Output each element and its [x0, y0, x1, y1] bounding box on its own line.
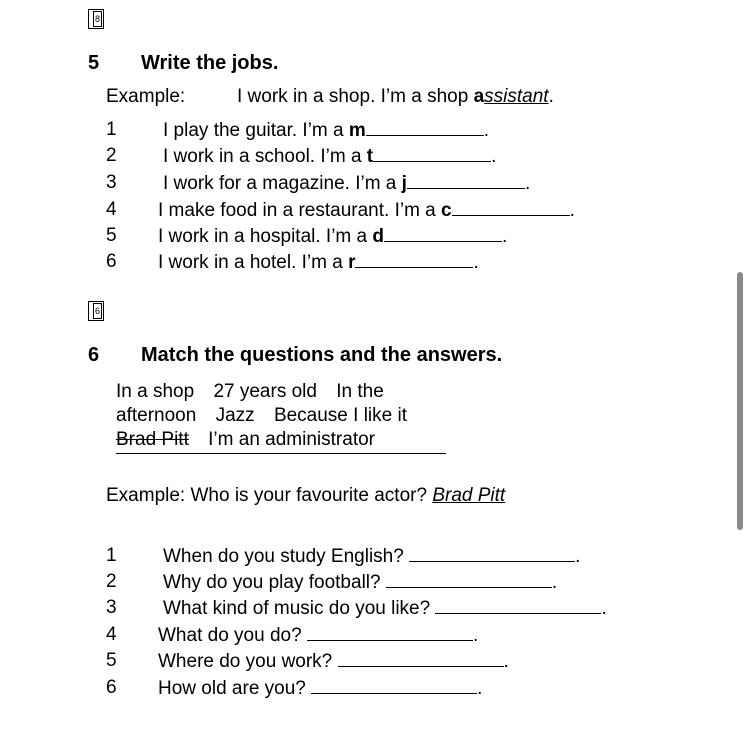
item-end: .	[491, 146, 497, 167]
ex5-item-number: 1	[106, 119, 117, 140]
item-text: I work in a school. I’m a	[163, 146, 367, 167]
exercise-6-example	[106, 485, 505, 507]
word-box-item: Jazz	[215, 405, 255, 426]
ex5-item-1	[163, 119, 489, 142]
ex5-item-4	[158, 199, 575, 222]
answer-blank[interactable]	[409, 545, 575, 562]
answer-blank[interactable]	[386, 571, 552, 588]
item-letter: r	[348, 252, 356, 273]
item-text: I make food in a restaurant. I’m a	[158, 200, 442, 221]
ex5-item-number: 5	[106, 225, 117, 246]
ex5-item-5	[158, 225, 507, 248]
item-letter: t	[366, 146, 374, 167]
word-box-item: Because I like it	[273, 405, 408, 426]
ex6-item-number: 4	[106, 624, 117, 645]
item-letter: d	[372, 226, 384, 247]
ex6-item-number: 6	[106, 677, 117, 698]
answer-blank[interactable]	[366, 119, 484, 136]
ex6-item-number: 3	[106, 597, 117, 618]
word-box-item: I’m an administrator	[208, 429, 375, 450]
item-end: .	[472, 625, 479, 646]
item-end: .	[575, 546, 581, 567]
item-letter: c	[441, 200, 452, 221]
word-box-item: 27 years old	[213, 381, 317, 402]
ex5-item-number: 4	[106, 199, 117, 220]
word-box	[116, 380, 446, 454]
score-box-ex5	[88, 9, 104, 29]
exercise-5-example	[237, 86, 554, 108]
item-text: I work in a hospital. I’m a	[158, 226, 373, 247]
item-end: .	[551, 572, 558, 593]
item-text: I work in a hotel. I’m a	[158, 252, 349, 273]
ex5-item-number: 3	[106, 172, 117, 193]
item-text: Where do you work?	[158, 651, 338, 672]
vertical-scrollbar[interactable]	[737, 272, 743, 530]
word-box-item: In a shop	[116, 381, 195, 402]
ex5-item-3	[163, 172, 530, 195]
score-box-ex6	[88, 301, 104, 321]
item-end: .	[477, 678, 483, 699]
ex6-item-4	[158, 624, 478, 647]
item-letter: j	[401, 173, 407, 194]
item-text: I work for a magazine. I’m a	[163, 173, 402, 194]
example-text: I work in a shop. I’m a shop	[237, 86, 474, 107]
example-end: .	[548, 86, 554, 107]
ex6-item-5	[158, 650, 509, 673]
exercise-6-number: 6	[88, 344, 100, 366]
item-end: .	[483, 120, 490, 141]
answer-blank[interactable]	[338, 650, 504, 667]
answer-blank[interactable]	[384, 225, 502, 242]
ex6-item-3	[163, 597, 607, 620]
item-end: .	[473, 252, 479, 273]
exercise-5-number: 5	[88, 52, 100, 74]
answer-blank[interactable]	[355, 251, 473, 268]
exercise-5-title: Write the jobs.	[141, 52, 279, 74]
item-end: .	[601, 598, 607, 619]
score-value: 6	[93, 303, 102, 319]
item-text: I play the guitar. I’m a	[163, 120, 349, 141]
ex5-item-number: 6	[106, 251, 117, 272]
ex6-item-number: 5	[106, 650, 117, 671]
example-answer: Brad Pitt	[432, 485, 506, 506]
item-end: .	[569, 200, 575, 221]
item-end: .	[501, 226, 508, 247]
answer-blank[interactable]	[373, 145, 491, 162]
item-text: What do you do?	[158, 625, 307, 646]
item-text: Why do you play football?	[163, 572, 386, 593]
exercise-5-example-label: Example:	[106, 86, 186, 107]
item-end: .	[503, 651, 509, 672]
ex6-item-1	[163, 545, 580, 568]
ex6-item-2	[163, 571, 557, 594]
answer-blank[interactable]	[407, 172, 525, 189]
ex5-item-6	[158, 251, 479, 274]
answer-blank[interactable]	[435, 597, 601, 614]
item-text: How old are you?	[158, 678, 312, 699]
word-box-item: In the afternoon	[116, 381, 384, 426]
example-text: Example: Who is your favourite actor?	[106, 485, 433, 506]
item-text: When do you study English?	[163, 546, 410, 567]
answer-blank[interactable]	[307, 624, 473, 641]
item-end: .	[524, 173, 531, 194]
score-value: 8	[93, 11, 102, 27]
example-answer: ssistant	[484, 86, 549, 107]
ex6-item-6	[158, 677, 482, 700]
example-letter: a	[473, 86, 485, 107]
exercise-6-title: Match the questions and the answers.	[141, 344, 503, 366]
ex5-item-number: 2	[106, 145, 117, 166]
word-box-item-used: Brad Pitt	[116, 429, 189, 450]
answer-blank[interactable]	[311, 677, 477, 694]
ex6-item-number: 1	[106, 545, 117, 566]
answer-blank[interactable]	[452, 199, 570, 216]
item-letter: m	[348, 120, 366, 141]
ex6-item-number: 2	[106, 571, 117, 592]
ex5-item-2	[163, 145, 496, 168]
item-text: What kind of music do you like?	[163, 598, 436, 619]
